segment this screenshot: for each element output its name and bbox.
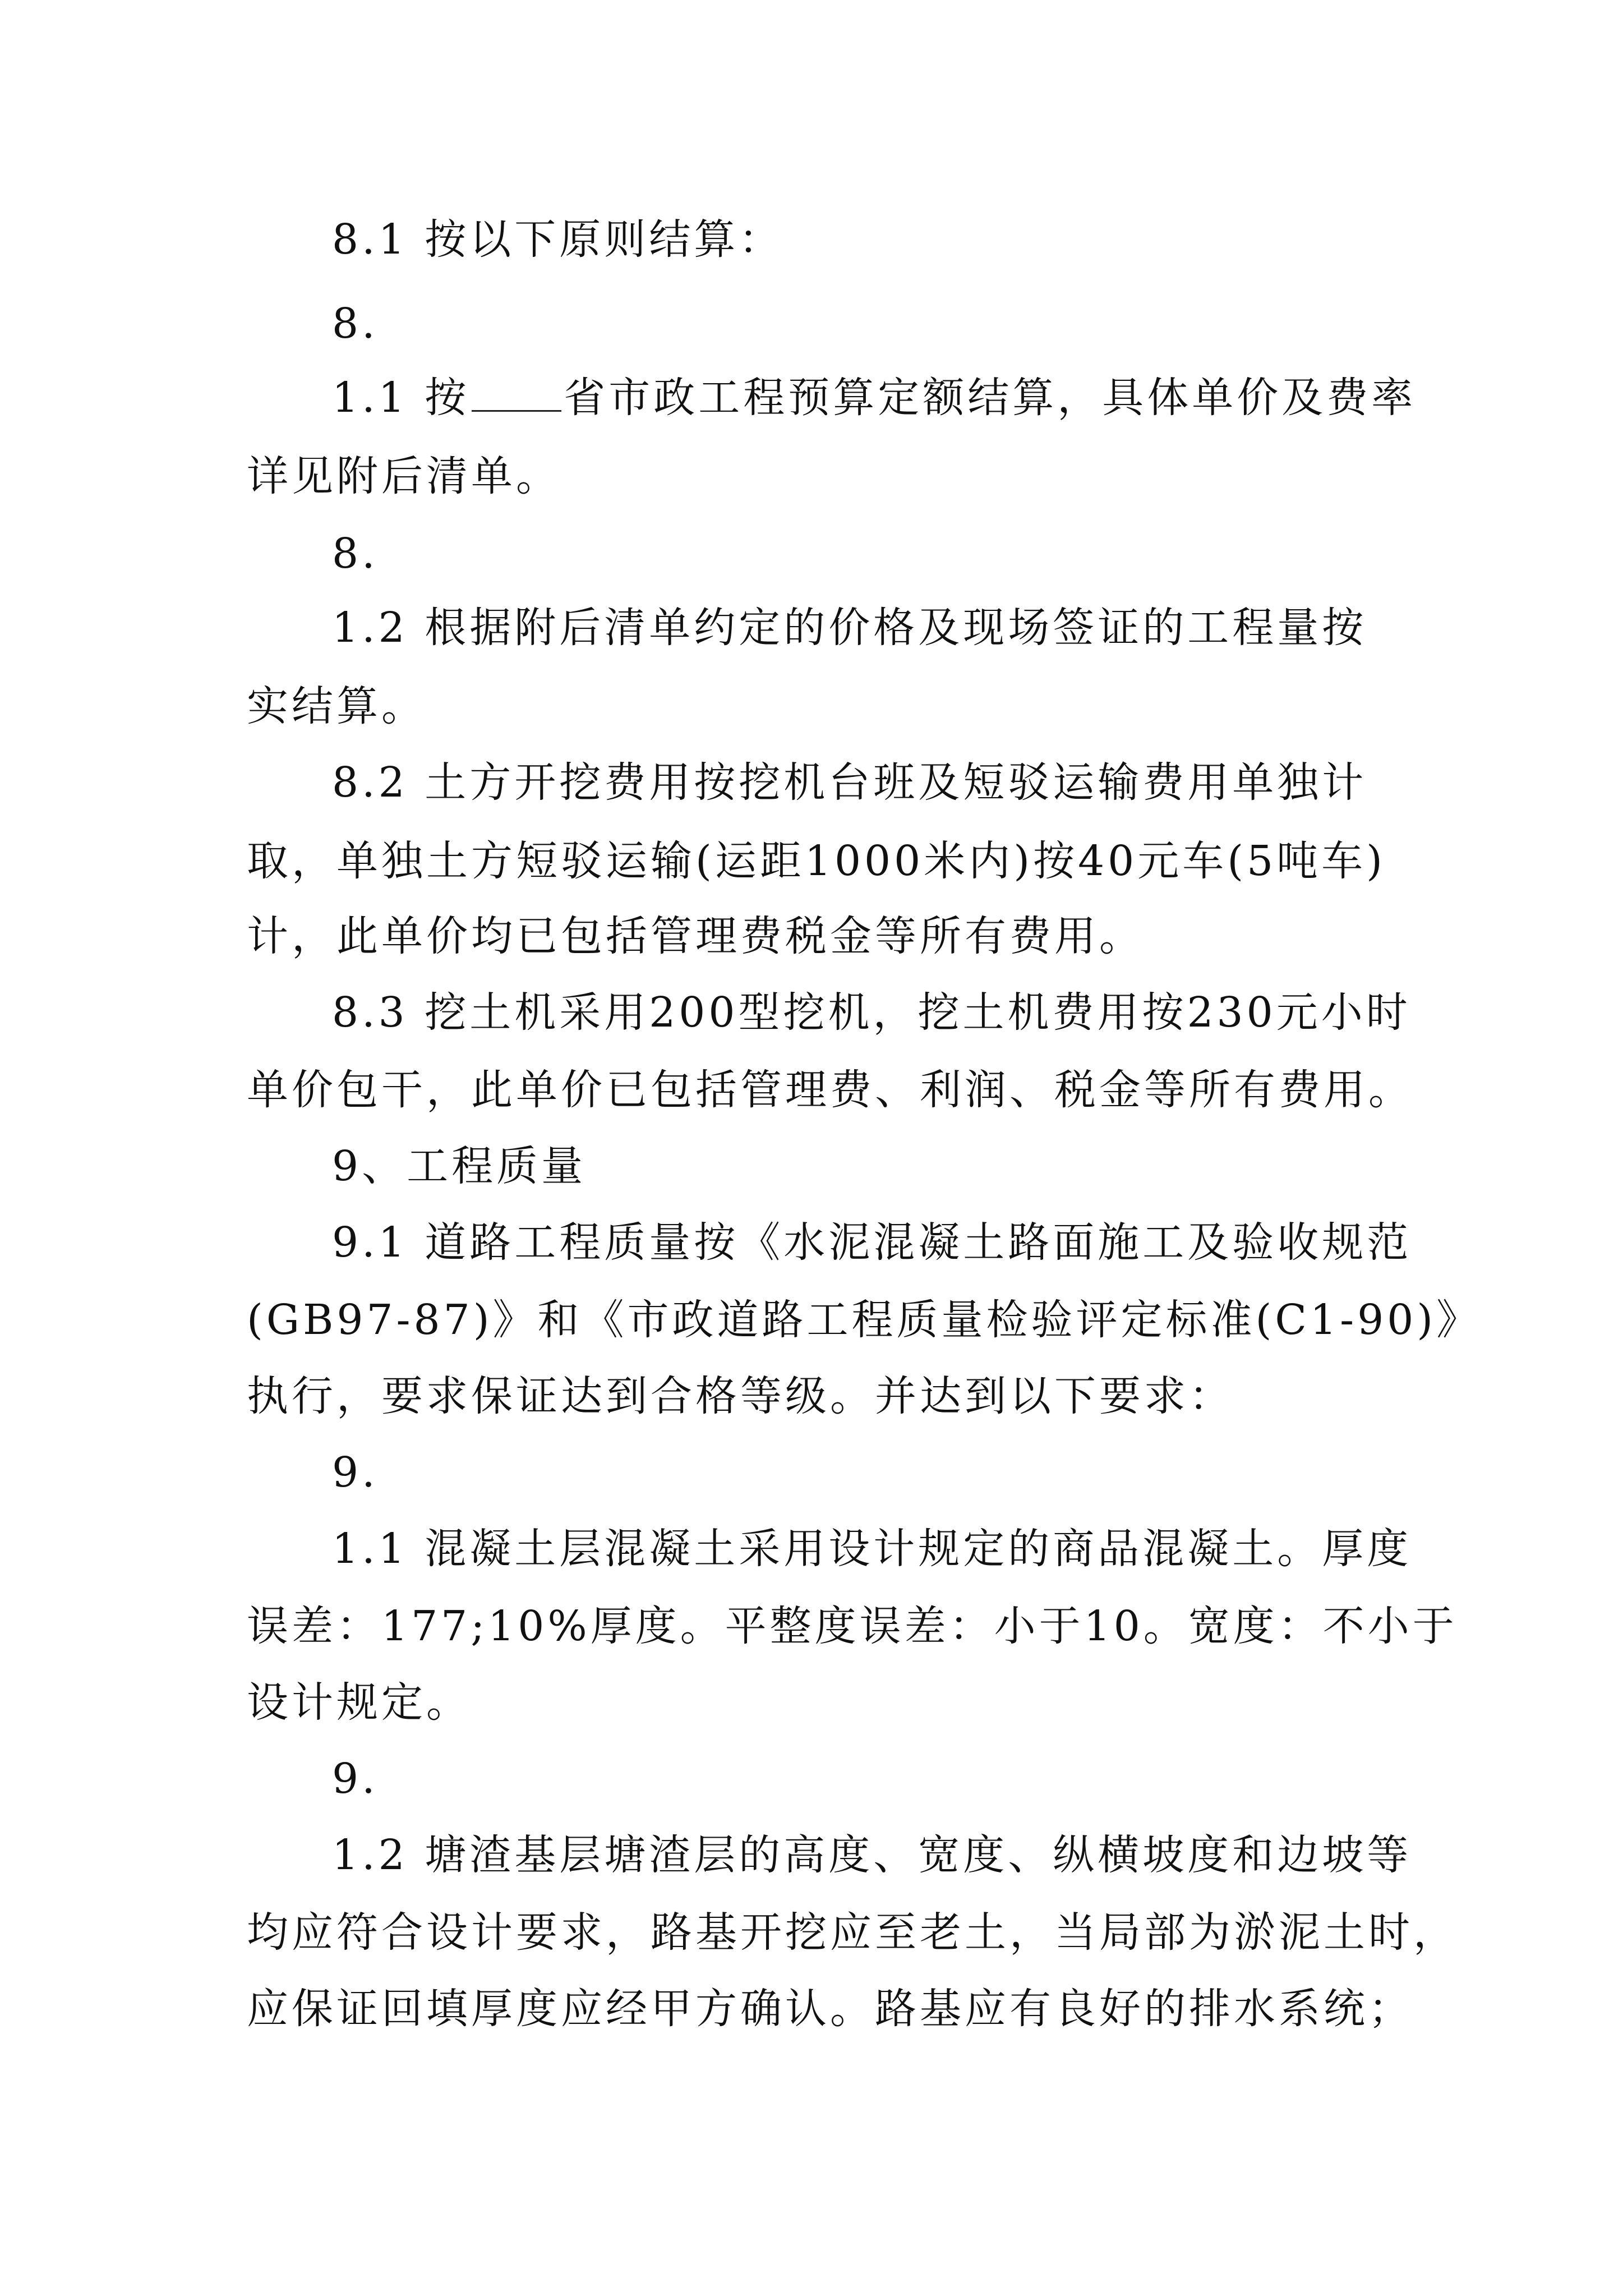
text-line: 计，此单价均已包括管理费税金等所有费用。 — [247, 912, 1144, 960]
text-line: 1.2 根据附后清单约定的价格及现场签证的工程量按 — [332, 604, 1367, 652]
text-line: 8. — [332, 300, 379, 348]
text-line: 设计规定。 — [247, 1678, 471, 1727]
section-heading: 9、工程质量 — [332, 1142, 587, 1190]
text-line: 单价包干，此单价已包括管理费、利润、税金等所有费用。 — [247, 1066, 1413, 1114]
text-line: 8. — [332, 530, 379, 578]
text-line: 取，单独土方短驳运输(运距1000米内)按40元车(5吨车) — [247, 837, 1386, 885]
text-line: 9.1 道路工程质量按《水泥混凝土路面施工及验收规范 — [332, 1218, 1412, 1267]
fill-in-blank — [472, 378, 561, 412]
text-line: 8.2 土方开挖费用按挖机台班及短驳运输费用单独计 — [332, 758, 1367, 807]
text-line: 9. — [332, 1755, 379, 1803]
text-line-with-blank — [332, 374, 1417, 422]
text-line: 8.1 按以下原则结算： — [332, 215, 784, 264]
text-line: 执行，要求保证达到合格等级。并达到以下要求： — [247, 1372, 1234, 1420]
text-line: 误差：177;10%厚度。平整度误差：小于10。宽度：不小于 — [247, 1602, 1458, 1650]
text-line: 均应符合设计要求，路基开挖应至老土，当局部为淤泥土时， — [247, 1908, 1458, 1957]
text-line: 应保证回填厚度应经甲方确认。路基应有良好的排水系统； — [247, 1985, 1413, 2033]
text-line: (GB97-87)》和《市政道路工程质量检验评定标准(C1-90)》 — [247, 1296, 1482, 1344]
text-line: 实结算。 — [247, 682, 426, 730]
text-segment: 省市政工程预算定额结算，具体单价及费率 — [564, 374, 1417, 422]
text-line: 1.1 混凝土层混凝土采用设计规定的商品混凝土。厚度 — [332, 1525, 1412, 1573]
text-segment: 1.1 按 — [332, 374, 470, 422]
text-line: 8.3 挖土机采用200型挖机，挖土机费用按230元小时 — [332, 988, 1411, 1037]
text-line: 9. — [332, 1448, 379, 1497]
text-line: 详见附后清单。 — [247, 452, 561, 500]
text-line: 1.2 塘渣基层塘渣层的高度、宽度、纵横坡度和边坡等 — [332, 1831, 1412, 1879]
